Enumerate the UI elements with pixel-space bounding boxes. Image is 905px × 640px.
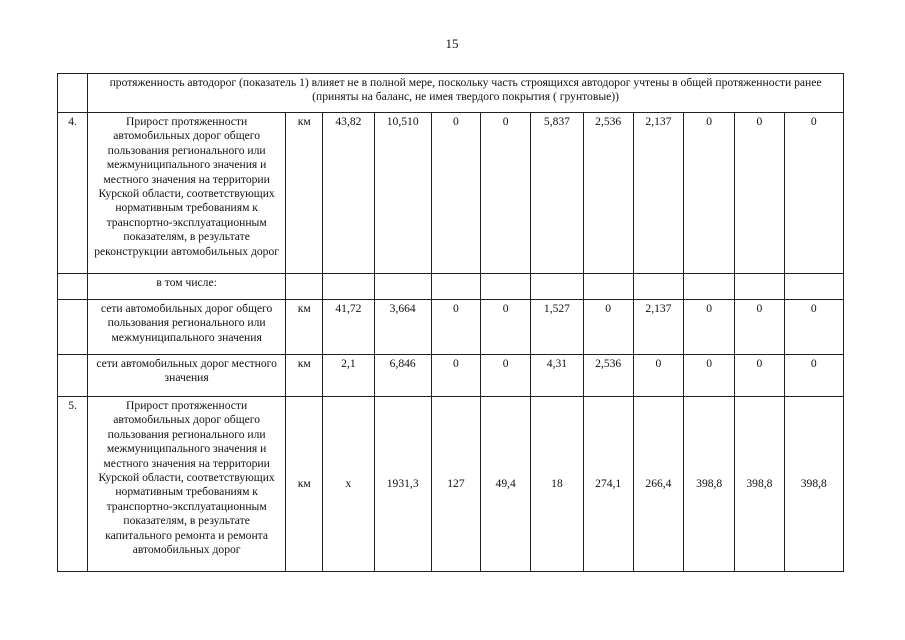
empty-num-cell bbox=[58, 74, 88, 113]
value-cell: 398,8 bbox=[735, 397, 784, 572]
value-cell: 2,1 bbox=[323, 355, 374, 397]
value-cell: 5,837 bbox=[531, 113, 583, 274]
value-cell: 41,72 bbox=[323, 300, 374, 355]
value-cell bbox=[784, 274, 843, 300]
value-cell bbox=[531, 274, 583, 300]
table-row bbox=[58, 397, 844, 572]
row-description: Прирост протяженности автомобильных дорог общего пользования регионального или межмуниципального значения и местного значения на территории Курской области, соответствующих нормативным требованиям к транспортно-эксплуатационным показателям, в результате реконструкции автомобильных дорог bbox=[88, 113, 286, 274]
value-cell: 127 bbox=[431, 397, 480, 572]
value-cell bbox=[374, 274, 431, 300]
table-row bbox=[58, 113, 844, 274]
value-cell: 266,4 bbox=[633, 397, 683, 572]
value-cell: 0 bbox=[684, 113, 735, 274]
value-cell: 0 bbox=[735, 355, 784, 397]
value-cell bbox=[735, 274, 784, 300]
value-cell bbox=[684, 274, 735, 300]
value-cell: 398,8 bbox=[784, 397, 843, 572]
value-cell: 0 bbox=[481, 300, 531, 355]
value-cell: 0 bbox=[784, 113, 843, 274]
value-cell: 0 bbox=[583, 300, 633, 355]
value-cell: 10,510 bbox=[374, 113, 431, 274]
row-number: 5. bbox=[58, 397, 88, 572]
value-cell: 1,527 bbox=[531, 300, 583, 355]
value-cell: 4,31 bbox=[531, 355, 583, 397]
value-cell: 2,536 bbox=[583, 113, 633, 274]
value-cell: 18 bbox=[531, 397, 583, 572]
value-cell bbox=[323, 274, 374, 300]
value-cell: 0 bbox=[735, 300, 784, 355]
row-description: сети автомобильных дорог местного значения bbox=[88, 355, 286, 397]
continuation-row bbox=[58, 74, 844, 113]
value-cell: 0 bbox=[784, 355, 843, 397]
unit-cell: км bbox=[286, 397, 323, 572]
indicators-table bbox=[57, 73, 844, 572]
value-cell: 0 bbox=[735, 113, 784, 274]
table-row bbox=[58, 300, 844, 355]
value-cell: 2,536 bbox=[583, 355, 633, 397]
value-cell bbox=[481, 274, 531, 300]
value-cell: 0 bbox=[684, 355, 735, 397]
value-cell: 0 bbox=[431, 113, 480, 274]
value-cell: 0 bbox=[633, 355, 683, 397]
value-cell: 49,4 bbox=[481, 397, 531, 572]
value-cell: 398,8 bbox=[684, 397, 735, 572]
unit-cell: км bbox=[286, 355, 323, 397]
value-cell: 0 bbox=[431, 355, 480, 397]
value-cell: 0 bbox=[481, 113, 531, 274]
row-number bbox=[58, 355, 88, 397]
value-cell: 2,137 bbox=[633, 300, 683, 355]
row-description: сети автомобильных дорог общего пользования регионального или межмуниципального значения bbox=[88, 300, 286, 355]
row-description: Прирост протяженности автомобильных дорог общего пользования регионального или межмуниципального значения и местного значения на территории Курской области, соответствующих нормативным требованиям к транспортно-эксплуатационным показателям, в результате капитального ремонта и ремонта автомобильных дорог bbox=[88, 397, 286, 572]
value-cell bbox=[431, 274, 480, 300]
value-cell bbox=[583, 274, 633, 300]
value-cell bbox=[633, 274, 683, 300]
unit-cell: км bbox=[286, 113, 323, 274]
row-number: 4. bbox=[58, 113, 88, 274]
value-cell: 43,82 bbox=[323, 113, 374, 274]
value-cell: 2,137 bbox=[633, 113, 683, 274]
row-description: в том числе: bbox=[88, 274, 286, 300]
value-cell: 1931,3 bbox=[374, 397, 431, 572]
value-cell: 0 bbox=[431, 300, 480, 355]
page-number: 15 bbox=[445, 36, 459, 51]
value-cell: х bbox=[323, 397, 374, 572]
value-cell: 0 bbox=[684, 300, 735, 355]
unit-cell bbox=[286, 274, 323, 300]
unit-cell: км bbox=[286, 300, 323, 355]
table-row bbox=[58, 274, 844, 300]
value-cell: 0 bbox=[784, 300, 843, 355]
row-number bbox=[58, 274, 88, 300]
value-cell: 6,846 bbox=[374, 355, 431, 397]
continuation-text: протяженность автодорог (показатель 1) влияет не в полной мере, поскольку часть строящихся автодорог учтены в общей протяженности ранее (приняты на баланс, не имея твердого покрытия ( грунтовые)) bbox=[88, 74, 844, 113]
table-row bbox=[58, 355, 844, 397]
value-cell: 3,664 bbox=[374, 300, 431, 355]
value-cell: 274,1 bbox=[583, 397, 633, 572]
value-cell: 0 bbox=[481, 355, 531, 397]
row-number bbox=[58, 300, 88, 355]
